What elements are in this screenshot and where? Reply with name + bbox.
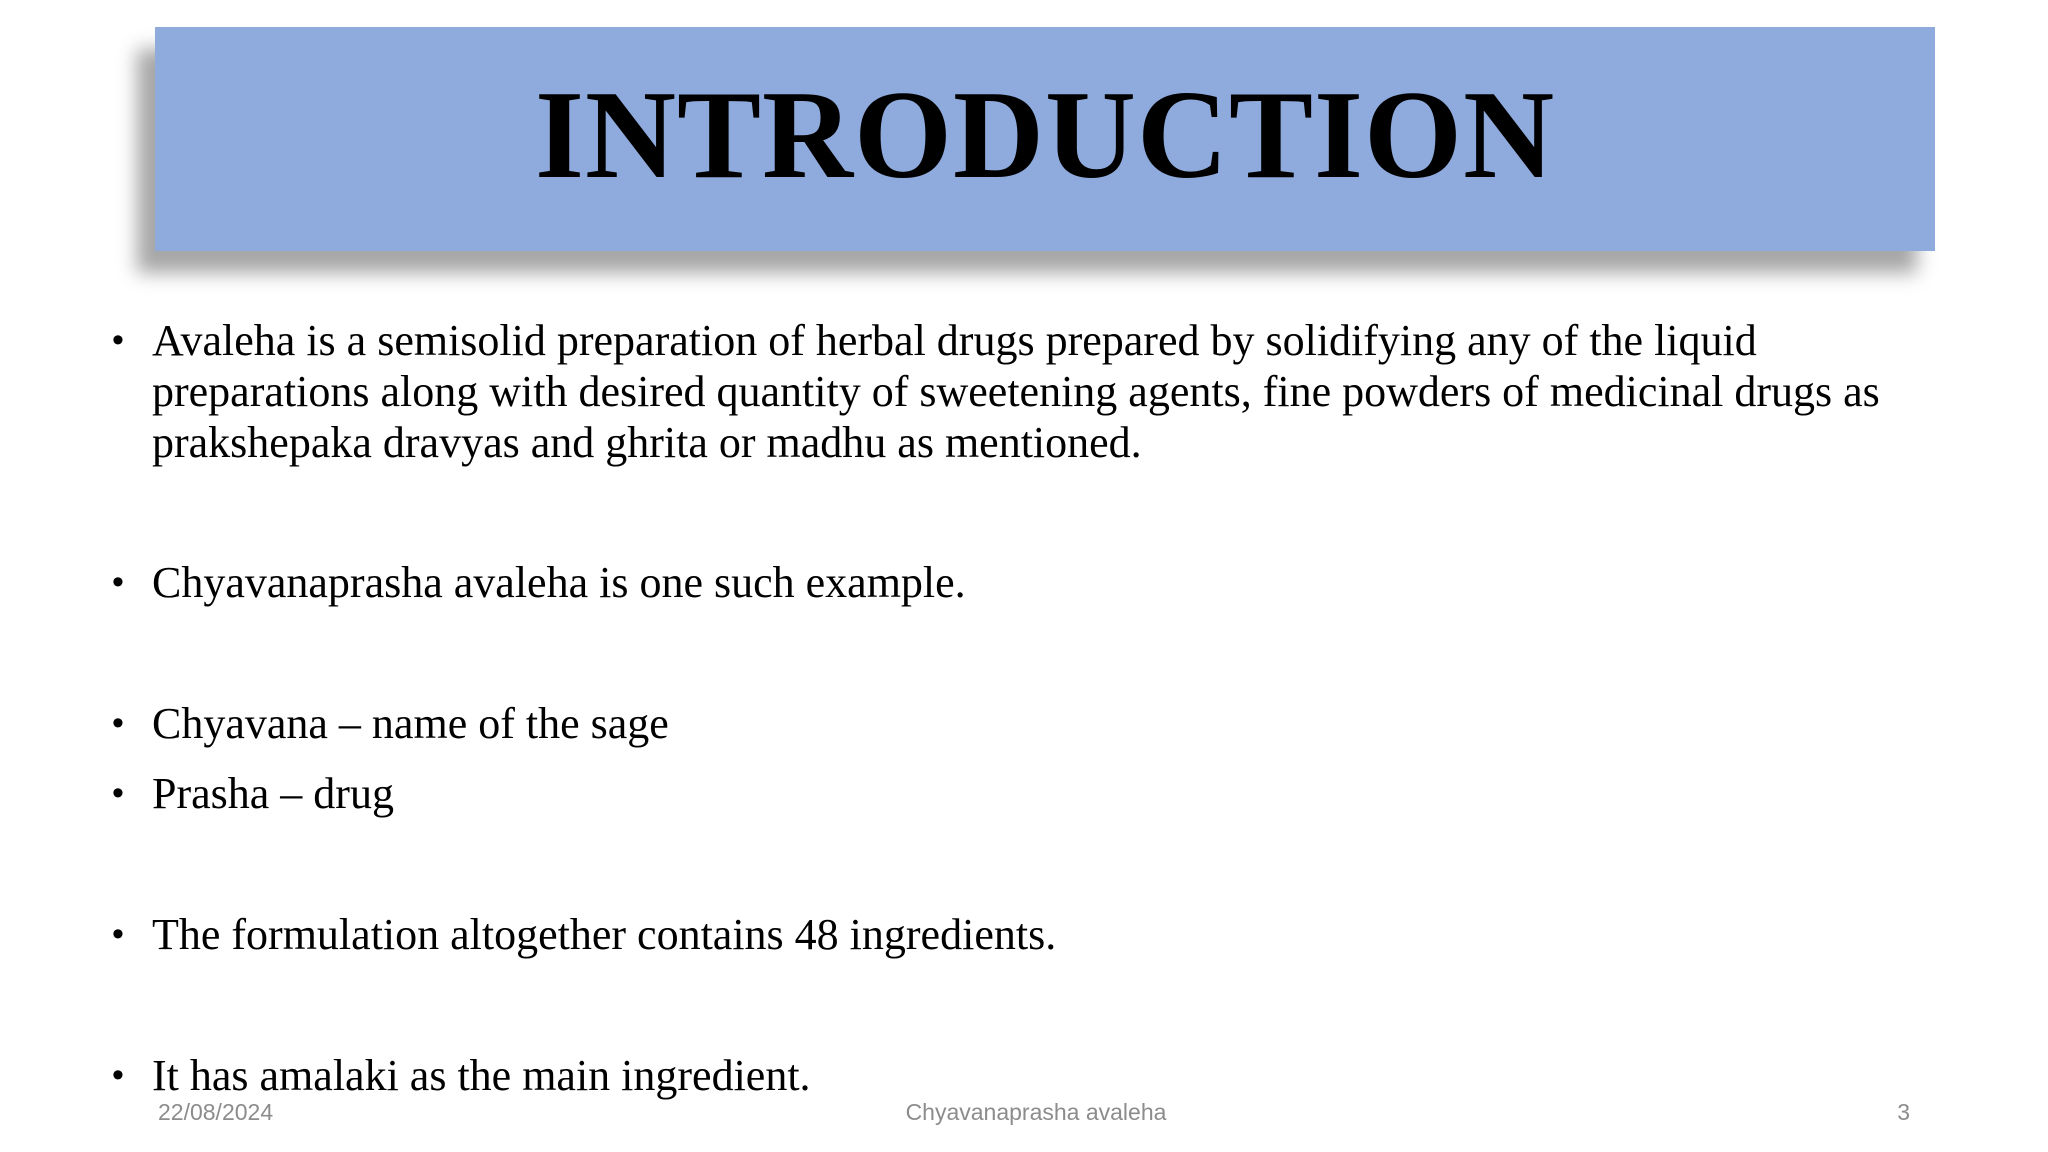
bullet-item	[110, 698, 1940, 749]
bullet-text: It has amalaki as the main ingredient.	[152, 1051, 811, 1100]
bullet-text: Prasha – drug	[152, 769, 394, 818]
bullet-item	[110, 315, 1940, 468]
bullet-text: Chyavanaprasha avaleha is one such example.	[152, 558, 966, 607]
bullet-icon: •	[112, 563, 124, 601]
bullet-item	[110, 909, 1940, 960]
bullet-icon: •	[112, 774, 124, 812]
bullet-text: The formulation altogether contains 48 ingredients.	[152, 910, 1057, 959]
bullet-text: Chyavana – name of the sage	[152, 699, 669, 748]
bullet-item	[110, 557, 1940, 608]
footer-page-number: 3	[1897, 1099, 1910, 1125]
bullet-icon: •	[112, 1056, 124, 1094]
footer-date: 22/08/2024	[158, 1099, 274, 1125]
slide-title: INTRODUCTION	[534, 66, 1556, 205]
bullet-icon: •	[112, 321, 124, 359]
bullet-item	[110, 768, 1940, 819]
footer-title: Chyavanaprasha avaleha	[905, 1099, 1167, 1125]
bullet-item	[110, 1050, 1940, 1101]
bullet-icon: •	[112, 915, 124, 953]
title-banner	[155, 27, 1935, 251]
bullet-icon: •	[112, 704, 124, 742]
bullet-text: Avaleha is a semisolid preparation of herbal drugs prepared by solidifying any of the liquid preparations along with desired quantity of sweetening agents, fine powders of medicinal drugs as prakshepaka dravyas and ghrita or madhu as mentioned.	[152, 316, 1880, 467]
